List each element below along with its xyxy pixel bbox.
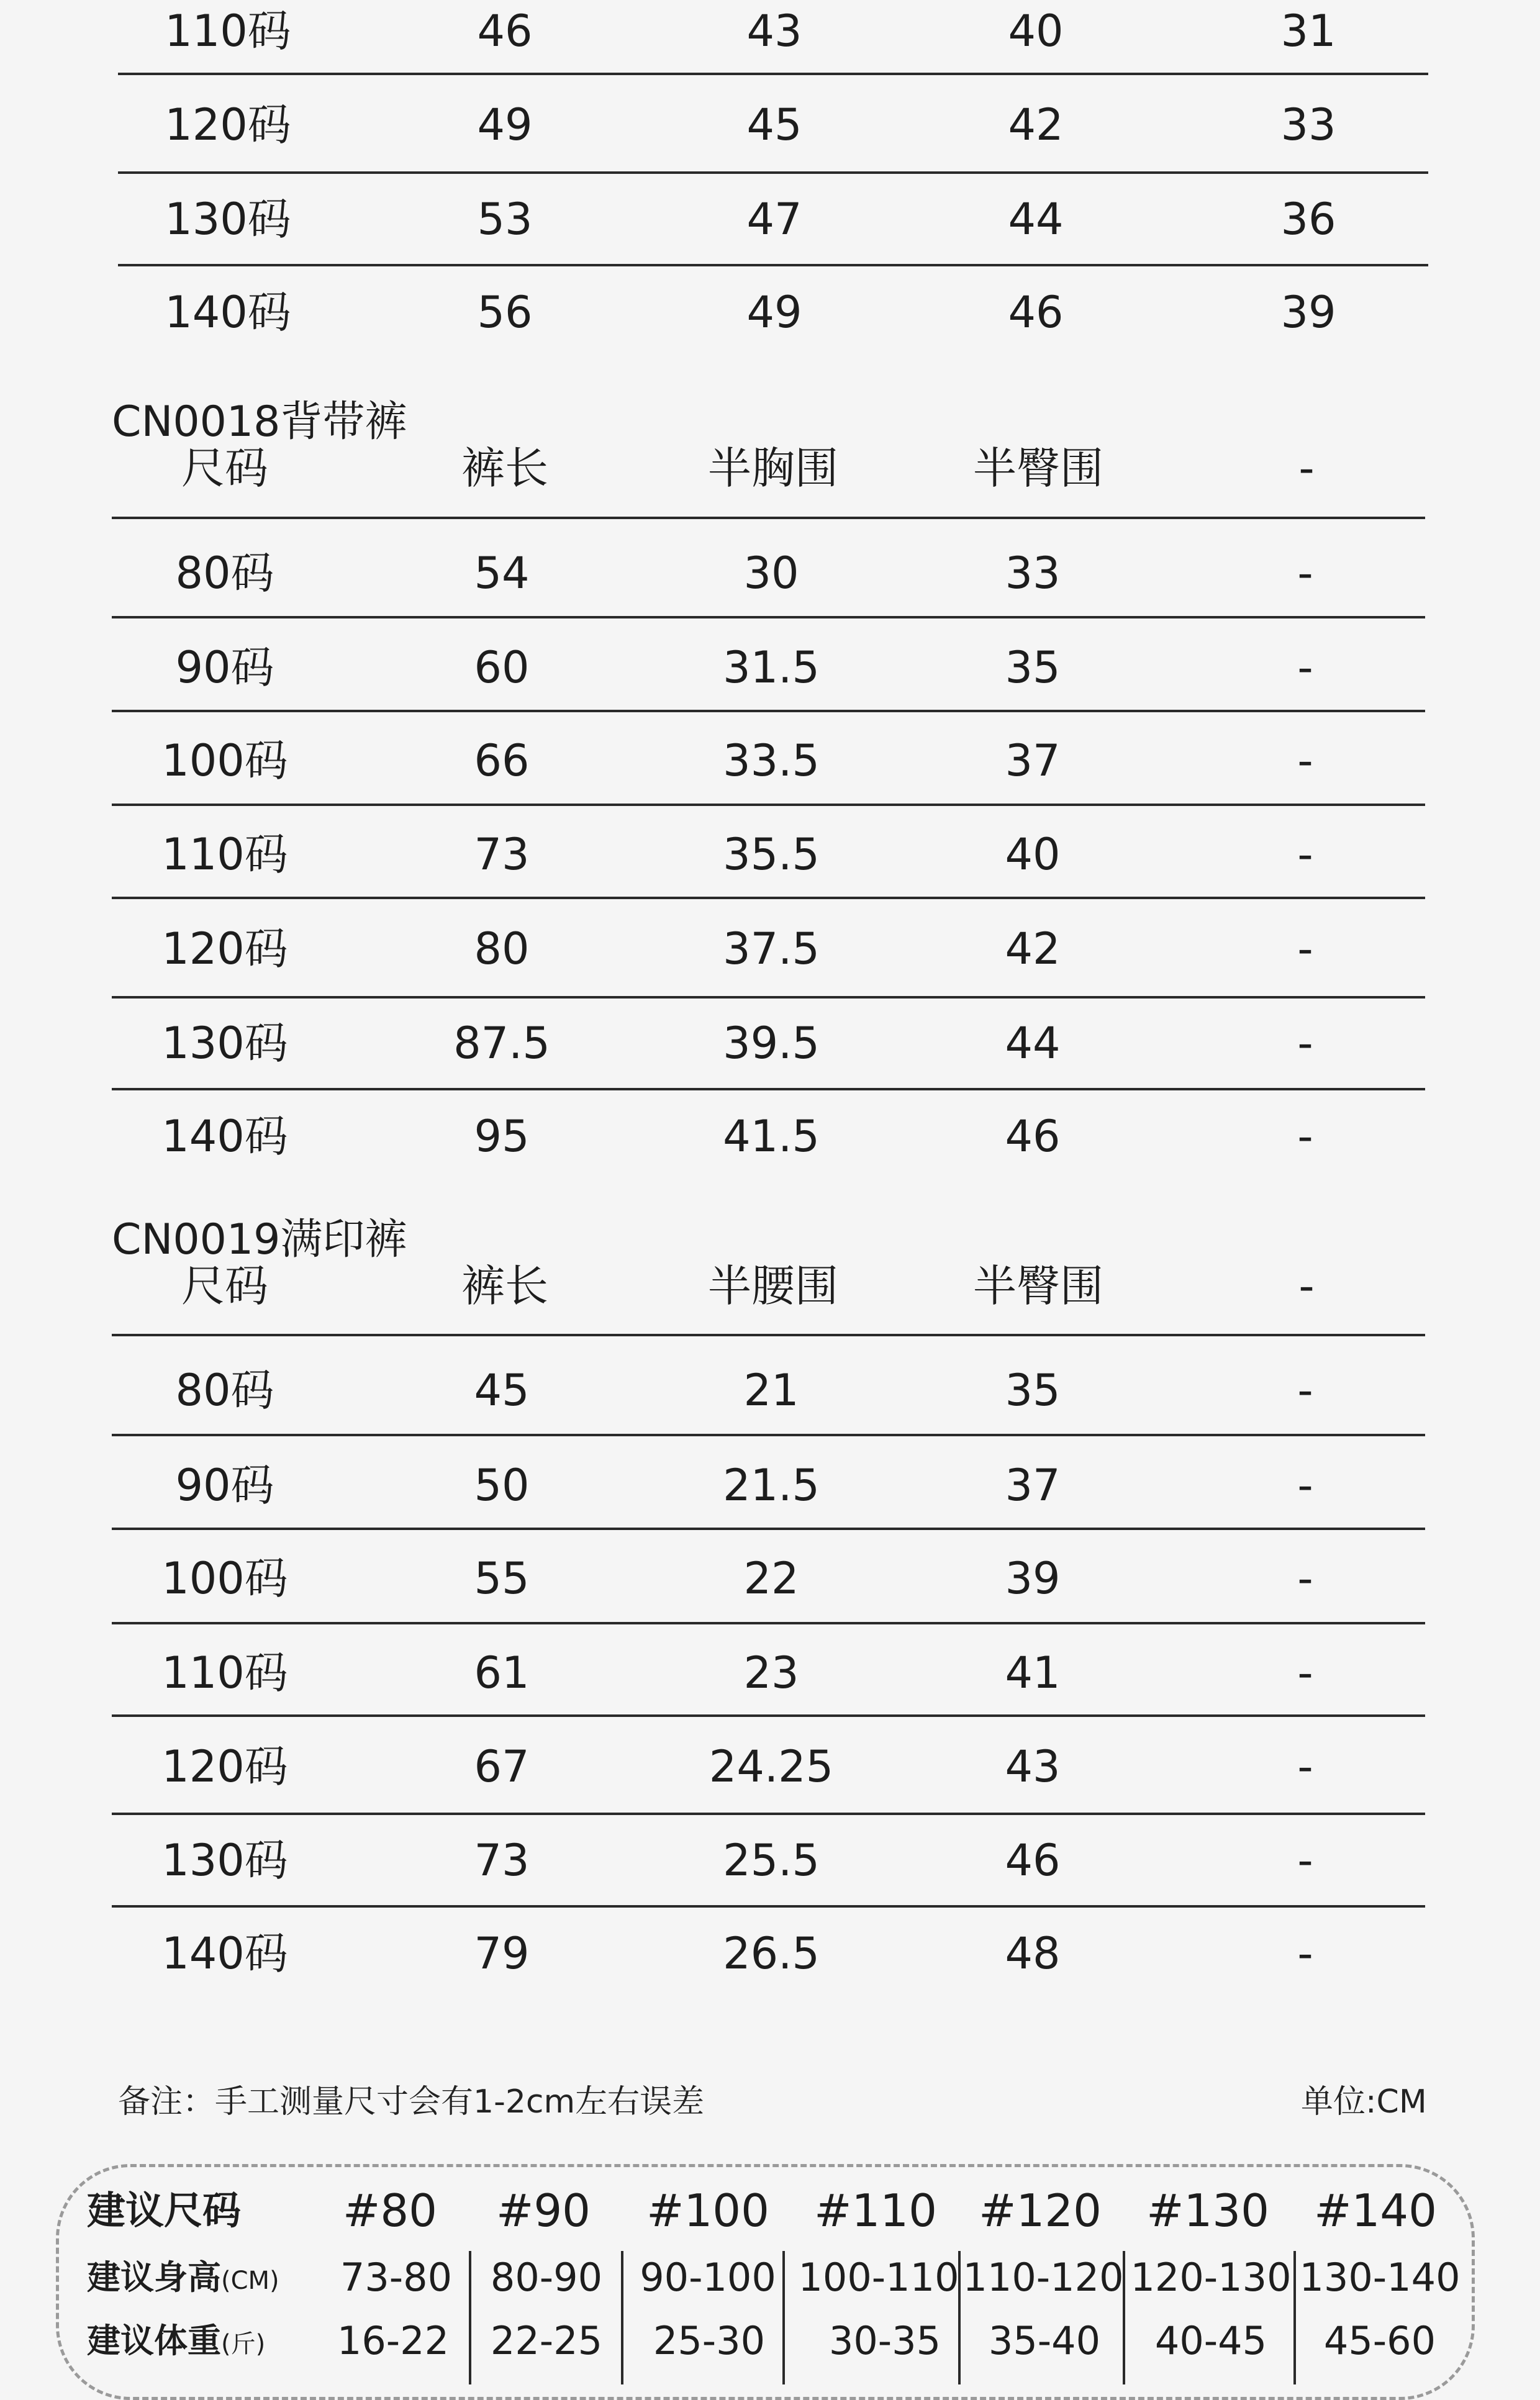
table-c-r3-c1: 61 xyxy=(474,1647,530,1698)
table-c-r2-c0: 100码 xyxy=(161,1553,288,1604)
table-b-r4-c3: 42 xyxy=(1005,923,1061,974)
table-a-r2-c3: 44 xyxy=(1008,194,1064,245)
table-b-r3-c3: 40 xyxy=(1005,829,1061,880)
table-b-r3-c4: - xyxy=(1297,829,1313,880)
table-c-r5-c4: - xyxy=(1297,1835,1313,1886)
row-divider xyxy=(112,710,1425,712)
table-c-r2-c3: 39 xyxy=(1005,1553,1061,1604)
table-b-r4-c4: - xyxy=(1297,923,1313,974)
table-a-r1-c1: 49 xyxy=(477,99,533,150)
table-c-r2-c1: 55 xyxy=(474,1553,530,1604)
table-c-r3-c3: 41 xyxy=(1005,1647,1061,1698)
table-c-r0-c1: 45 xyxy=(474,1365,530,1416)
height-120: 110-120 xyxy=(962,2255,1124,2300)
row-divider xyxy=(112,1905,1425,1908)
table-a-r3-c0: 140码 xyxy=(165,287,291,338)
table-c-header-c2: 半腰围 xyxy=(708,1261,838,1311)
table-b-r4-c2: 37.5 xyxy=(723,923,820,974)
size-col-110: #110 xyxy=(814,2185,937,2237)
table-b-r4-c0: 120码 xyxy=(161,923,288,974)
table-c-header-c4: - xyxy=(1298,1261,1315,1311)
column-separator xyxy=(782,2251,785,2384)
column-separator xyxy=(469,2251,471,2384)
column-separator xyxy=(621,2251,623,2384)
table-b-r5-c4: - xyxy=(1297,1018,1313,1069)
table-c-r6-c3: 48 xyxy=(1005,1928,1061,1979)
size-col-140: #140 xyxy=(1314,2185,1437,2237)
height-90: 80-90 xyxy=(490,2255,603,2300)
table-a-r0-c2: 43 xyxy=(746,6,802,57)
header-divider xyxy=(112,517,1425,519)
table-c-r6-c1: 79 xyxy=(474,1928,530,1979)
table-a-r0-c0: 110码 xyxy=(165,6,291,57)
table-b-r0-c4: - xyxy=(1297,548,1313,599)
table-b-r5-c2: 39.5 xyxy=(723,1018,820,1069)
row-divider xyxy=(112,996,1425,998)
table-c-r5-c2: 25.5 xyxy=(723,1835,820,1886)
row-divider xyxy=(112,1528,1425,1530)
table-b-r3-c1: 73 xyxy=(474,829,530,880)
height-unit: (CM) xyxy=(221,2266,279,2295)
row-divider xyxy=(118,171,1428,174)
table-c-header-c1: 裤长 xyxy=(461,1261,548,1311)
table-c-r4-c4: - xyxy=(1297,1741,1313,1792)
table-b-r0-c1: 54 xyxy=(474,548,530,599)
table-c-r1-c1: 50 xyxy=(474,1460,530,1511)
table-c-r2-c2: 22 xyxy=(743,1553,799,1604)
recommend-size-label: 建议尺码 xyxy=(87,2188,242,2233)
table-c-r1-c2: 21.5 xyxy=(723,1460,820,1511)
weight-110: 30-35 xyxy=(828,2318,941,2363)
height-110: 100-110 xyxy=(798,2255,959,2300)
table-b-r1-c1: 60 xyxy=(474,642,530,693)
weight-80: 16-22 xyxy=(337,2318,450,2363)
table-b-r6-c1: 95 xyxy=(474,1111,530,1162)
table-c-title: CN0019满印裤 xyxy=(112,1215,407,1264)
table-b-header-c1: 裤长 xyxy=(461,443,548,494)
table-c-r1-c3: 37 xyxy=(1005,1460,1061,1511)
weight-130: 40-45 xyxy=(1154,2318,1267,2363)
height-130: 120-130 xyxy=(1130,2255,1292,2300)
table-a-r3-c2: 49 xyxy=(746,287,802,338)
table-c-r4-c3: 43 xyxy=(1005,1741,1061,1792)
table-b-r5-c3: 44 xyxy=(1005,1018,1061,1069)
row-divider xyxy=(112,804,1425,806)
table-c-r5-c3: 46 xyxy=(1005,1835,1061,1886)
table-b-r6-c4: - xyxy=(1297,1111,1313,1162)
table-c-r4-c1: 67 xyxy=(474,1741,530,1792)
table-c-r0-c2: 21 xyxy=(743,1365,799,1416)
table-a-r3-c3: 46 xyxy=(1008,287,1064,338)
table-b-r1-c2: 31.5 xyxy=(723,642,820,693)
table-b-header-c4: - xyxy=(1298,443,1315,494)
table-b-r1-c4: - xyxy=(1297,642,1313,693)
table-b-r5-c0: 130码 xyxy=(161,1018,288,1069)
row-divider xyxy=(112,1622,1425,1624)
table-b-header-c2: 半胸围 xyxy=(708,443,838,494)
table-c-header-c0: 尺码 xyxy=(181,1261,268,1311)
weight-90: 22-25 xyxy=(490,2318,603,2363)
table-c-r3-c0: 110码 xyxy=(161,1647,288,1698)
table-a-r1-c2: 45 xyxy=(746,99,802,150)
unit-label: 单位:CM xyxy=(1301,2083,1427,2121)
weight-unit: (斤) xyxy=(221,2330,266,2358)
table-b-r4-c1: 80 xyxy=(474,923,530,974)
table-c-r1-c0: 90码 xyxy=(175,1460,274,1511)
size-col-130: #130 xyxy=(1146,2185,1269,2237)
weight-label-text: 建议体重 xyxy=(87,2321,221,2360)
height-label-text: 建议身高 xyxy=(87,2258,221,2297)
weight-120: 35-40 xyxy=(988,2318,1101,2363)
table-b-header-c3: 半臀围 xyxy=(973,443,1103,494)
table-b-r3-c0: 110码 xyxy=(161,829,288,880)
table-b-r0-c2: 30 xyxy=(743,548,799,599)
table-a-r2-c2: 47 xyxy=(746,194,802,245)
table-b-r0-c3: 33 xyxy=(1005,548,1061,599)
table-b-r2-c1: 66 xyxy=(474,735,530,786)
column-separator xyxy=(1293,2251,1296,2384)
table-a-r3-c4: 39 xyxy=(1280,287,1336,338)
table-b-r0-c0: 80码 xyxy=(175,548,274,599)
row-divider xyxy=(118,73,1428,75)
table-b-r3-c2: 35.5 xyxy=(723,829,820,880)
measurement-remark: 备注：手工测量尺寸会有1-2cm左右误差 xyxy=(118,2083,705,2121)
table-c-r5-c1: 73 xyxy=(474,1835,530,1886)
row-divider xyxy=(112,897,1425,899)
table-c-r1-c4: - xyxy=(1297,1460,1313,1511)
row-divider xyxy=(112,1434,1425,1436)
table-a-r2-c0: 130码 xyxy=(165,194,291,245)
size-col-120: #120 xyxy=(979,2185,1102,2237)
table-a-r2-c4: 36 xyxy=(1280,194,1336,245)
table-b-title: CN0018背带裤 xyxy=(112,397,407,446)
table-b-r2-c3: 37 xyxy=(1005,735,1061,786)
row-divider xyxy=(112,1714,1425,1717)
table-c-r5-c0: 130码 xyxy=(161,1835,288,1886)
table-a-r0-c4: 31 xyxy=(1280,6,1336,57)
recommend-weight-label xyxy=(87,2321,266,2360)
table-c-r3-c2: 23 xyxy=(743,1647,799,1698)
table-b-r5-c1: 87.5 xyxy=(453,1018,550,1069)
table-b-r2-c2: 33.5 xyxy=(723,735,820,786)
table-a-r2-c1: 53 xyxy=(477,194,533,245)
row-divider xyxy=(112,616,1425,618)
table-c-r2-c4: - xyxy=(1297,1553,1313,1604)
table-a-r0-c3: 40 xyxy=(1008,6,1064,57)
table-a-r3-c1: 56 xyxy=(477,287,533,338)
table-b-r6-c3: 46 xyxy=(1005,1111,1061,1162)
row-divider xyxy=(112,1813,1425,1815)
height-140: 130-140 xyxy=(1299,2255,1461,2300)
size-col-80: #80 xyxy=(343,2185,437,2237)
table-c-r6-c2: 26.5 xyxy=(723,1928,820,1979)
header-divider xyxy=(112,1334,1425,1336)
table-a-r1-c0: 120码 xyxy=(165,99,291,150)
table-c-header-c3: 半臀围 xyxy=(973,1261,1103,1311)
table-a-r1-c3: 42 xyxy=(1008,99,1064,150)
weight-140: 45-60 xyxy=(1323,2318,1436,2363)
table-b-r1-c0: 90码 xyxy=(175,642,274,693)
row-divider xyxy=(112,1088,1425,1090)
table-b-header-c0: 尺码 xyxy=(181,443,268,494)
weight-100: 25-30 xyxy=(653,2318,766,2363)
table-b-r6-c0: 140码 xyxy=(161,1111,288,1162)
table-c-r6-c0: 140码 xyxy=(161,1928,288,1979)
table-b-r2-c4: - xyxy=(1297,735,1313,786)
table-b-r6-c2: 41.5 xyxy=(723,1111,820,1162)
table-c-r0-c3: 35 xyxy=(1005,1365,1061,1416)
row-divider xyxy=(118,264,1428,266)
table-c-r4-c0: 120码 xyxy=(161,1741,288,1792)
table-b-r1-c3: 35 xyxy=(1005,642,1061,693)
table-b-r2-c0: 100码 xyxy=(161,735,288,786)
table-c-r6-c4: - xyxy=(1297,1928,1313,1979)
height-80: 73-80 xyxy=(340,2255,453,2300)
height-100: 90-100 xyxy=(640,2255,776,2300)
table-c-r0-c4: - xyxy=(1297,1365,1313,1416)
table-c-r4-c2: 24.25 xyxy=(709,1741,834,1792)
size-col-100: #100 xyxy=(646,2185,769,2237)
recommend-height-label xyxy=(87,2258,279,2297)
size-col-90: #90 xyxy=(496,2185,591,2237)
table-a-r0-c1: 46 xyxy=(477,6,533,57)
table-a-r1-c4: 33 xyxy=(1280,99,1336,150)
table-c-r3-c4: - xyxy=(1297,1647,1313,1698)
table-c-r0-c0: 80码 xyxy=(175,1365,274,1416)
